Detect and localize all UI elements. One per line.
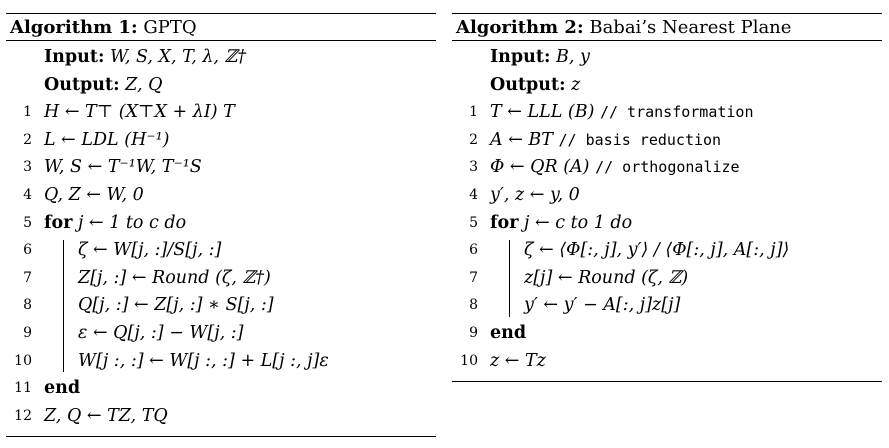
algorithm-line <box>6 237 436 265</box>
algorithm-line <box>452 154 882 182</box>
algorithm-line <box>452 320 882 348</box>
algorithm-line <box>6 375 436 403</box>
statement-text: Z[j, :] ← Round (ζ, ℤ†) <box>78 267 271 288</box>
algorithm-line <box>6 320 436 348</box>
line-content <box>44 210 186 238</box>
algorithm-line <box>452 237 882 265</box>
line-number: 7 <box>23 269 32 286</box>
line-number: 4 <box>23 186 32 203</box>
statement-text: W, S, X, T, λ, ℤ† <box>104 47 247 67</box>
line-content <box>490 154 740 182</box>
line-number: 10 <box>14 352 32 369</box>
line-number: 8 <box>469 297 478 314</box>
line-number: 9 <box>469 324 478 341</box>
algorithm-line <box>452 72 882 100</box>
line-number: 2 <box>23 131 32 148</box>
line-number: 2 <box>469 131 478 148</box>
algorithm-1-lines <box>6 41 436 436</box>
statement-text: z <box>565 74 581 95</box>
line-content <box>44 403 168 431</box>
line-content <box>44 375 80 403</box>
algorithm-line <box>452 292 882 320</box>
statement-text: W[j :, :] ← W[j :, :] + L[j :, j]ε <box>78 350 329 371</box>
algorithm-line <box>452 210 882 238</box>
algorithm-2-lines <box>452 41 882 381</box>
statement-text: y′, z ← y, 0 <box>490 184 580 205</box>
algorithm-2-block <box>452 13 882 382</box>
statement-text: H ← T⊤ (X⊤X + λI) T <box>44 102 235 123</box>
line-number: 6 <box>23 242 32 259</box>
line-content <box>524 237 789 265</box>
line-number: 5 <box>23 214 32 231</box>
line-content <box>78 292 274 320</box>
line-content <box>490 44 590 72</box>
bottom-rule <box>6 436 436 437</box>
line-number: 3 <box>23 159 32 176</box>
statement-text: j ← 1 to c do <box>72 212 187 233</box>
comment-text: // orthogonalize <box>595 158 740 177</box>
line-content <box>78 348 329 376</box>
line-number: 7 <box>469 269 478 286</box>
statement-text: A ← BT <box>490 129 559 150</box>
statement-text: Z, Q ← TZ, TQ <box>44 405 168 426</box>
algorithm-line <box>452 265 882 293</box>
keyword: end <box>44 378 81 399</box>
line-number: 3 <box>469 159 478 176</box>
statement-text: T ← LLL (B) <box>490 102 600 123</box>
keyword: Output: <box>44 74 120 95</box>
algorithm-2-name: Babai’s Nearest Plane <box>589 17 792 38</box>
loop-scope-bar <box>63 240 64 372</box>
line-content <box>44 154 202 182</box>
keyword: end <box>490 322 527 343</box>
line-number: 12 <box>14 407 32 424</box>
line-content <box>490 210 632 238</box>
algorithm-line <box>6 403 436 431</box>
statement-text: W, S ← T⁻¹W, T⁻¹S <box>44 157 202 178</box>
algorithm-line <box>6 72 436 100</box>
loop-scope-bar <box>509 240 510 317</box>
algorithm-1-title <box>6 14 436 40</box>
algorithm-line <box>452 182 882 210</box>
line-number: 6 <box>469 242 478 259</box>
line-content <box>44 72 162 100</box>
line-number: 11 <box>14 380 32 397</box>
keyword: for <box>490 212 519 233</box>
algorithm-line <box>452 348 882 376</box>
statement-text: z[j] ← Round (ζ, ℤ) <box>524 267 689 288</box>
line-content <box>490 72 580 100</box>
statement-text: ζ ← ⟨Φ[:, j], y′⟩ / ⟨Φ[:, j], A[:, j]⟩ <box>524 240 790 261</box>
algorithm-1-label: Algorithm 1: <box>10 17 138 38</box>
keyword: Input: <box>44 47 105 67</box>
line-content <box>78 265 271 293</box>
algorithm-line <box>452 99 882 127</box>
algorithm-line <box>6 127 436 155</box>
line-number: 1 <box>469 104 478 121</box>
statement-text: B, y <box>550 47 590 67</box>
statement-text: j ← c to 1 do <box>518 212 633 233</box>
line-content <box>490 348 546 376</box>
line-content <box>490 99 754 127</box>
algorithm-1-name: GPTQ <box>143 17 197 38</box>
statement-text: Q[j, :] ← Z[j, :] ∗ S[j, :] <box>78 295 274 316</box>
algorithm-line <box>6 292 436 320</box>
algorithm-2-title <box>452 14 882 40</box>
statement-text: y′ ← y′ − A[:, j]z[j] <box>524 295 681 316</box>
line-number: 9 <box>23 324 32 341</box>
line-content <box>44 44 246 72</box>
comment-text: // transformation <box>599 103 754 122</box>
line-content <box>490 127 721 155</box>
statement-text: Φ ← QR (A) <box>490 157 596 178</box>
line-number: 5 <box>469 214 478 231</box>
statement-text: L ← LDL (H⁻¹) <box>44 129 170 150</box>
algorithm-line <box>6 154 436 182</box>
line-content <box>524 265 688 293</box>
algorithm-1-block <box>6 13 436 437</box>
algorithm-line <box>452 44 882 72</box>
keyword: for <box>44 212 73 233</box>
algorithm-line <box>6 348 436 376</box>
statement-text: Q, Z ← W, 0 <box>44 184 144 205</box>
line-number: 1 <box>23 104 32 121</box>
algorithm-2-label: Algorithm 2: <box>456 17 584 38</box>
line-content <box>78 237 221 265</box>
line-content <box>44 182 144 210</box>
algorithm-line <box>6 99 436 127</box>
line-content <box>44 99 235 127</box>
statement-text: Z, Q <box>119 74 163 95</box>
line-content <box>78 320 244 348</box>
algorithm-line <box>6 44 436 72</box>
line-content <box>490 182 580 210</box>
line-number: 8 <box>23 297 32 314</box>
comment-text: // basis reduction <box>558 130 722 149</box>
keyword: Output: <box>490 74 566 95</box>
statement-text: ε ← Q[j, :] − W[j, :] <box>78 322 244 343</box>
line-content <box>44 127 169 155</box>
algorithm-line <box>6 265 436 293</box>
algorithm-line <box>6 182 436 210</box>
line-content <box>490 320 526 348</box>
algorithm-line <box>452 127 882 155</box>
line-number: 4 <box>469 186 478 203</box>
statement-text: z ← Tz <box>490 350 546 371</box>
keyword: Input: <box>490 47 551 67</box>
line-number: 10 <box>460 352 478 369</box>
statement-text: ζ ← W[j, :]/S[j, :] <box>78 240 222 261</box>
algorithm-line <box>6 210 436 238</box>
bottom-rule <box>452 381 882 382</box>
line-content <box>524 292 680 320</box>
